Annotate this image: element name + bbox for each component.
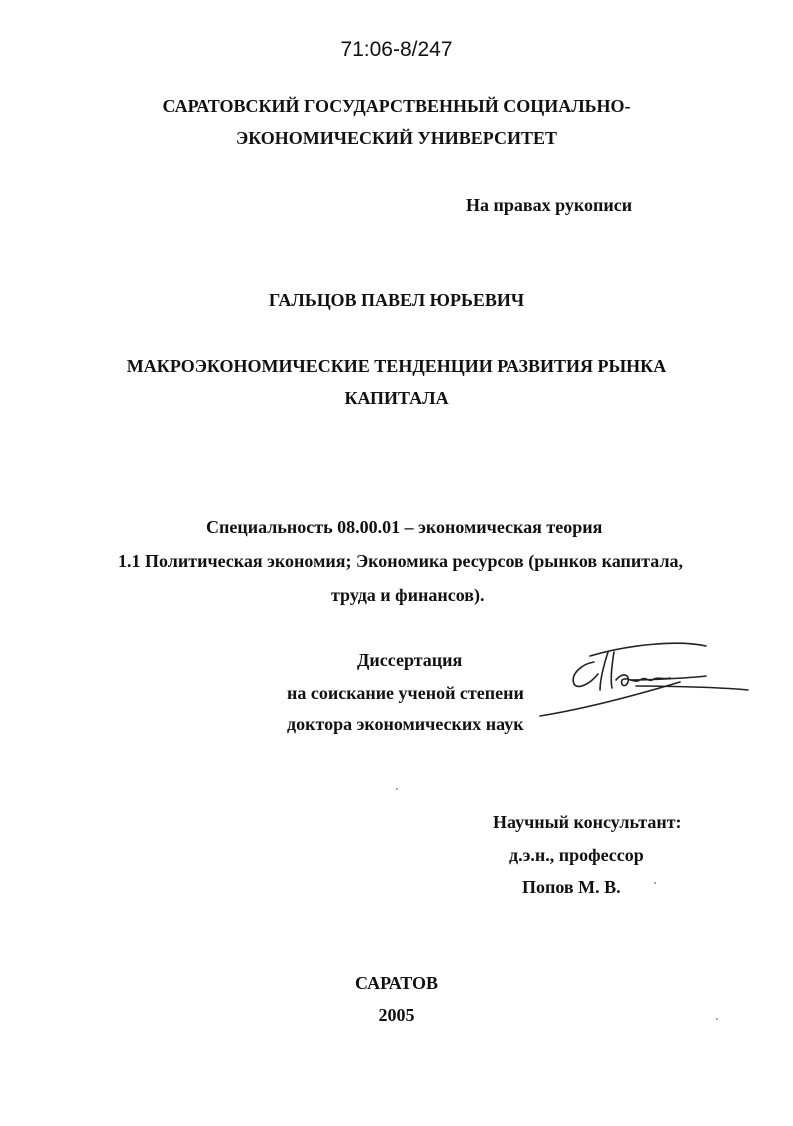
scan-speck xyxy=(396,788,398,790)
dissertation-title-line-1: МАКРОЭКОНОМИЧЕСКИЕ ТЕНДЕНЦИИ РАЗВИТИЯ РЫНКА xyxy=(126,356,667,376)
city: САРАТОВ xyxy=(355,973,438,993)
catalog-number: 71:06-8/247 xyxy=(340,38,453,61)
consultant-label: Научный консультант: xyxy=(493,812,682,832)
scan-speck xyxy=(716,1018,718,1020)
university-line-2: ЭКОНОМИЧЕСКИЙ УНИВЕРСИТЕТ xyxy=(235,128,558,148)
specialty-line-1: Специальность 08.00.01 – экономическая теория xyxy=(206,517,603,537)
dissertation-line-2: на соискание ученой степени xyxy=(287,683,524,703)
consultant-degree: д.э.н., профессор xyxy=(509,845,644,865)
author-name: ГАЛЬЦОВ ПАВЕЛ ЮРЬЕВИЧ xyxy=(268,290,525,310)
university-line-1: САРАТОВСКИЙ ГОСУДАРСТВЕННЫЙ СОЦИАЛЬНО- xyxy=(162,96,631,116)
dissertation-line-3: доктора экономических наук xyxy=(287,714,524,734)
specialty-line-2: 1.1 Политическая экономия; Экономика ресурсов (рынков капитала, xyxy=(118,551,684,571)
manuscript-note: На правах рукописи xyxy=(466,195,633,215)
scan-speck xyxy=(654,882,656,884)
consultant-name: Попов М. В. xyxy=(522,877,621,897)
dissertation-title-line-2: КАПИТАЛА xyxy=(344,388,449,408)
year: 2005 xyxy=(378,1005,415,1025)
author-signature xyxy=(530,630,760,720)
dissertation-line-1: Диссертация xyxy=(357,650,463,670)
specialty-line-3: труда и финансов). xyxy=(331,585,485,605)
